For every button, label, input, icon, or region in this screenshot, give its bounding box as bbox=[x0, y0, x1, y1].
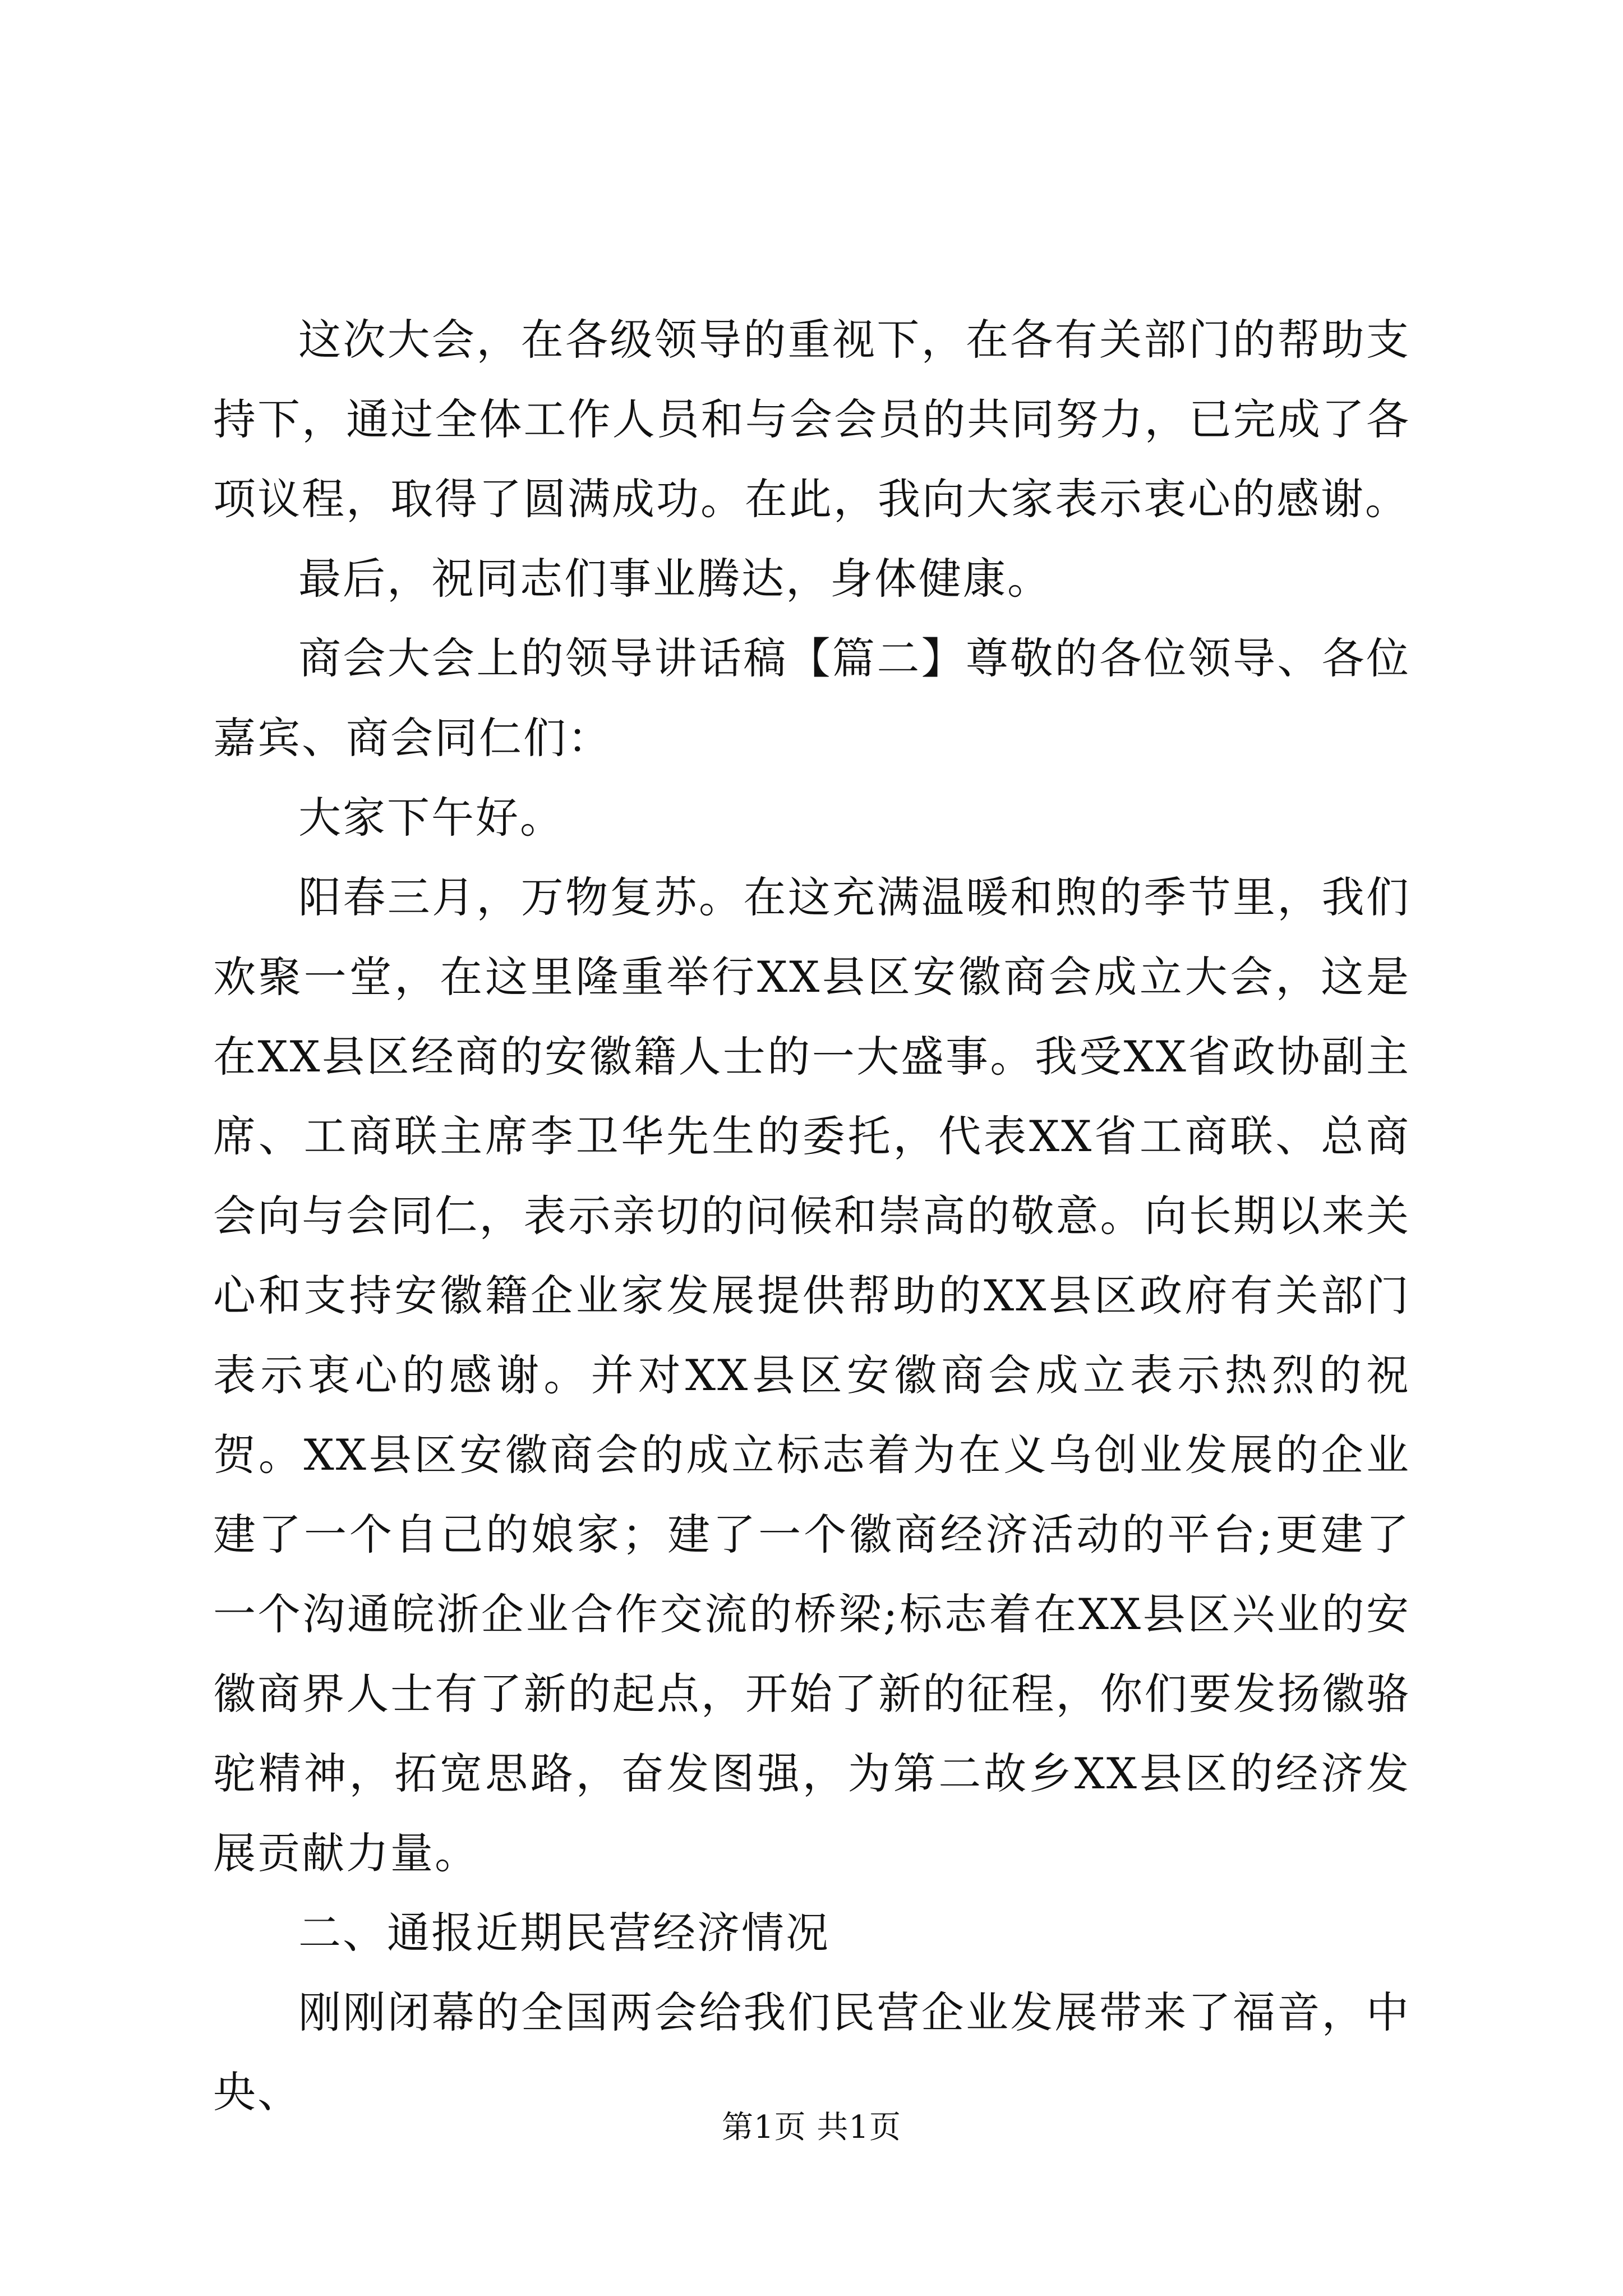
document-body bbox=[213, 300, 1410, 2132]
paragraph-closing-wishes: 最后，祝同志们事业腾达，身体健康。 bbox=[298, 554, 1052, 604]
paragraph-greeting: 大家下午好。 bbox=[298, 793, 564, 843]
paragraph-main-address: 阳春三月，万物复苏。在这充满温暖和煦的季节里，我们欢聚一堂，在这里隆重举行XX县区安徽商会成立大会，这是在XX县区经商的安徽籍人士的一大盛事。我受XX省政协副主席、工商联主席李卫华先生的委托，代表XX省工商联、总商会向与会同仁，表示亲切的问候和崇高的敬意。向长期以来关心和支持安徽籍企业家发展提供帮助的XX县区政府有关部门表示衷心的感谢。并对XX县区安徽商会成立表示热烈的祝贺。XX县区安徽商会的成立标志着为在义乌创业发展的企业建了一个自己的娘家；建了一个徽商经济活动的平台;更建了一个沟通皖浙企业合作交流的桥梁;标志着在XX县区兴业的安徽商界人士有了新的起点，开始了新的征程，你们要发扬徽骆驼精神，拓宽思路，奋发图强，为第二故乡XX县区的经济发展贡献力量。 bbox=[213, 872, 1410, 1878]
section-heading-private-economy: 二、通报近期民营经济情况 bbox=[298, 1908, 830, 1958]
paragraph-speech-two-opening: 商会大会上的领导讲话稿【篇二】尊敬的各位领导、各位嘉宾、商会同仁们： bbox=[213, 633, 1410, 763]
paragraph-closing-thanks: 这次大会，在各级领导的重视下，在各有关部门的帮助支持下，通过全体工作人员和与会会员的共同努力，已完成了各项议程，取得了圆满成功。在此，我向大家表示衷心的感谢。 bbox=[213, 315, 1410, 524]
page-number-footer: 第1页 共1页 bbox=[721, 2109, 902, 2146]
paragraph-continuation: 刚刚闭幕的全国两会给我们民营企业发展带来了福音，中央、 bbox=[213, 1987, 1410, 2117]
